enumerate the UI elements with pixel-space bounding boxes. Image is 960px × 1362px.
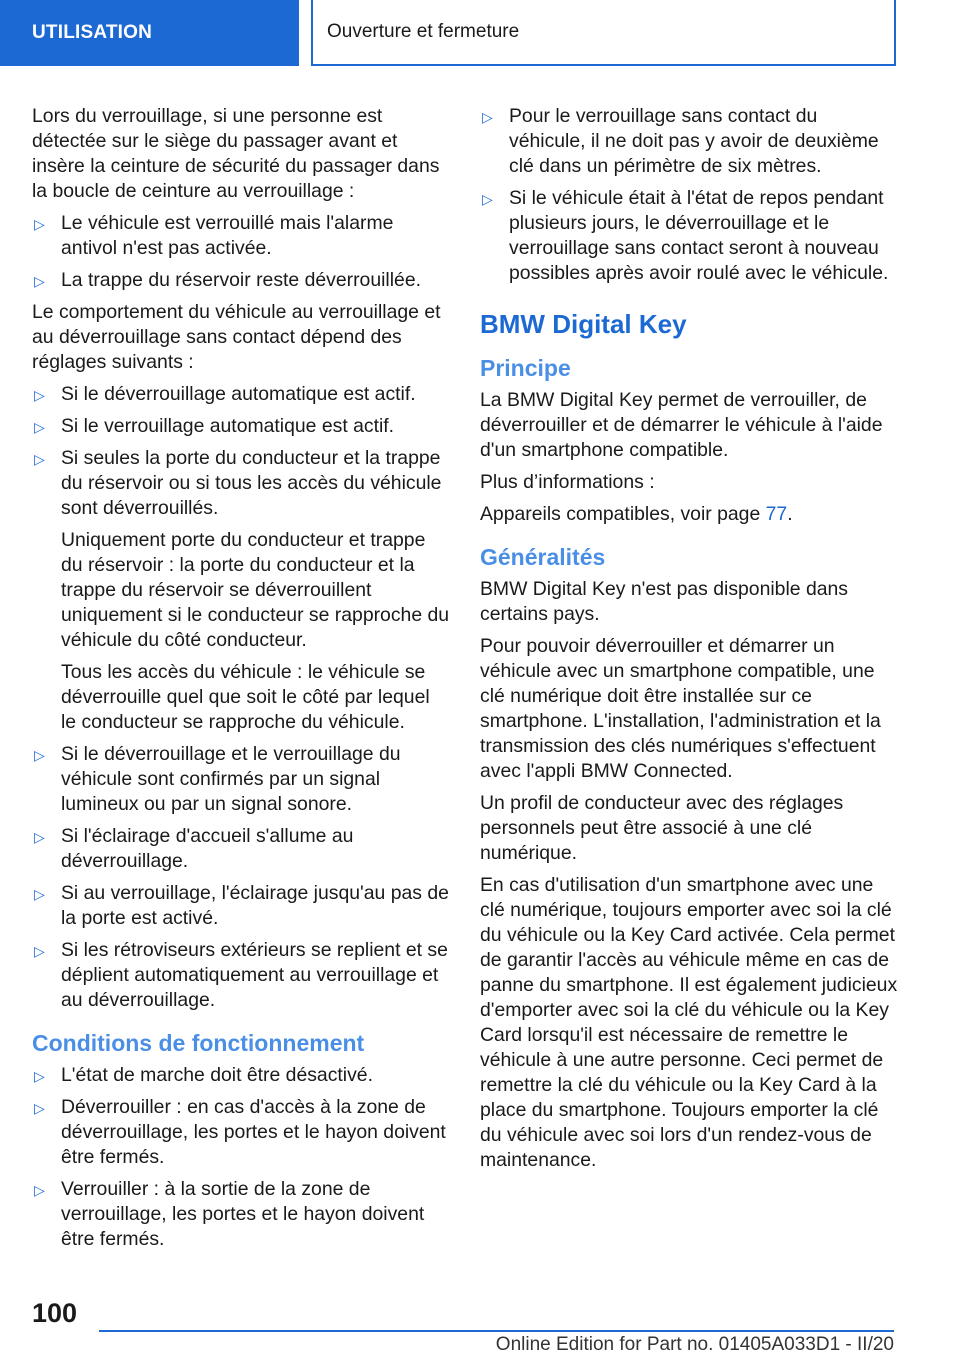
list-item: ▷ Si l'éclairage d'accueil s'allume au déverrouillage. [34,825,354,872]
list-item: ▷ Si au verrouillage, l'éclairage jusqu'au pas de la porte est activé. [34,882,449,929]
triangle-bullet-icon: ▷ [34,419,45,435]
section-title: UTILISATION [32,22,153,43]
list-item: ▷ Verrouiller : à la sortie de la zone de verrouillage, les portes et le hayon doivent être fermés. [34,1178,425,1250]
list-item: ▷ Si le verrouillage automatique est actif. [32,414,450,439]
list-item: ▷ Si le déverrouillage et le verrouillage du véhicule sont confirmés par un signal lumineux ou par un signal sonore. [34,743,401,815]
right-column [480,104,898,1180]
list-item: ▷ Si seules la porte du conducteur et la trappe du réservoir ou si tous les accès du véhicule sont déverrouillés. Uniquement porte du conducteur et trappe du réservoir : la porte du conducteur et la trappe du réservoir se déverrouillent uniquement si le conducteur se rapproche du véhicule du côté conducteur. Tous les accès du véhicule : le véhicule se déverrouille quel que soit le côté par lequel le conducteur se rapproche du véhicule. [34,447,450,733]
triangle-bullet-icon: ▷ [34,886,45,902]
paragraph: Pour pouvoir déverrouiller et démarrer un véhicule avec un smartphone compatible, une clé numérique doit être installée sur ce smartphone. L'installation, l'administration et la transmission des clés numériques s'effectuent avec l'appli BMW Connected. [480,635,881,782]
triangle-bullet-icon: ▷ [34,1068,45,1084]
list-item: ▷ Si le véhicule était à l'état de repos pendant plusieurs jours, le déverrouillage et le verrouillage sans contact seront à nouveau possibles après avoir roulé avec le véhicule. [482,187,889,284]
left-column [32,104,450,1259]
section-heading: Conditions de fonctionnement [32,1030,365,1056]
page-number: 100 [32,1298,78,1328]
triangle-bullet-icon: ▷ [482,191,493,207]
paragraph: En cas d'utilisation d'un smartphone avec une clé numérique, toujours emporter avec soi la clé du véhicule ou la Key Card activée. Cela permet de garantir l'accès au véhicule même en cas de panne du smartphone. Il est également judicieux d'emporter avec soi la clé du véhicule ou la Key Card lorsqu'il est nécessaire de remettre le véhicule à une autre personne. Ceci permet de remettre la clé du véhicule ou la Key Card à la place du smartphone. Toujours emporter la clé du véhicule avec soi lors d'un rendez-vous de maintenance. [480,874,898,1171]
list-item-detail: Uniquement porte du conducteur et trappe du réservoir : la porte du conducteur et la trappe du réservoir se déverrouillent uniquement si le conducteur se rapproche du véhicule du côté conducteur. [61,529,450,651]
paragraph: La BMW Digital Key permet de verrouiller, de déverrouiller et de démarrer le véhicule à l'aide d'un smartphone compatible. [480,389,883,461]
triangle-bullet-icon: ▷ [34,943,45,959]
bullet-list [480,104,898,286]
section-tab [0,0,299,66]
triangle-bullet-icon: ▷ [482,109,493,125]
paragraph: Plus d’informations : [480,471,655,493]
triangle-bullet-icon: ▷ [34,387,45,403]
list-item: ▷ Si le déverrouillage automatique est actif. [32,382,450,407]
footer-edition: Online Edition for Part no. 01405A033D1 - II/20 [495,1334,894,1355]
list-item: ▷ Déverrouiller : en cas d'accès à la zone de déverrouillage, les portes et le hayon doivent être fermés. [34,1096,446,1168]
triangle-bullet-icon: ▷ [34,451,45,467]
list-item: ▷ Pour le verrouillage sans contact du véhicule, il ne doit pas y avoir de deuxième clé dans un périmètre de six mètres. [482,105,879,177]
chapter-heading: BMW Digital Key [480,309,687,339]
bullet-list [32,1063,450,1252]
section-heading: Généralités [480,544,606,570]
bullet-list [32,211,450,293]
paragraph: Un profil de conducteur avec des réglages personnels peut être associé à une clé numérique. [480,792,844,864]
footer-divider [99,1330,894,1332]
triangle-bullet-icon: ▷ [34,747,45,763]
list-item-detail: Tous les accès du véhicule : le véhicule se déverrouille quel que soit le côté par lequel le conducteur se rapproche du véhicule. [61,661,430,733]
page-header [0,0,960,66]
page-link[interactable]: 77 [765,503,788,525]
list-item: ▷ Si les rétroviseurs extérieurs se replient et se déplient automatiquement au verrouillage et au déverrouillage. [34,939,448,1011]
paragraph: Appareils compatibles, voir page 77. [480,503,793,525]
paragraph: Lors du verrouillage, si une personne est détectée sur le siège du passager avant et insère la ceinture de sécurité du passager dans la boucle de ceinture au verrouillage : [32,105,440,202]
triangle-bullet-icon: ▷ [34,1100,45,1116]
chapter-title: Ouverture et fermeture [327,21,520,42]
triangle-bullet-icon: ▷ [34,1182,45,1198]
triangle-bullet-icon: ▷ [34,216,45,232]
list-item: ▷ Le véhicule est verrouillé mais l'alarme antivol n'est pas activée. [34,212,394,259]
list-item: ▷ L'état de marche doit être désactivé. [32,1063,450,1088]
paragraph: Le comportement du véhicule au verrouillage et au déverrouillage sans contact dépend des réglages suivants : [32,301,441,373]
triangle-bullet-icon: ▷ [34,273,45,289]
triangle-bullet-icon: ▷ [34,829,45,845]
bullet-list [32,382,450,1013]
paragraph: BMW Digital Key n'est pas disponible dans certains pays. [480,578,848,625]
section-heading: Principe [480,355,571,381]
list-item: ▷ La trappe du réservoir reste déverrouillée. [32,268,450,293]
chapter-tab [311,0,896,66]
